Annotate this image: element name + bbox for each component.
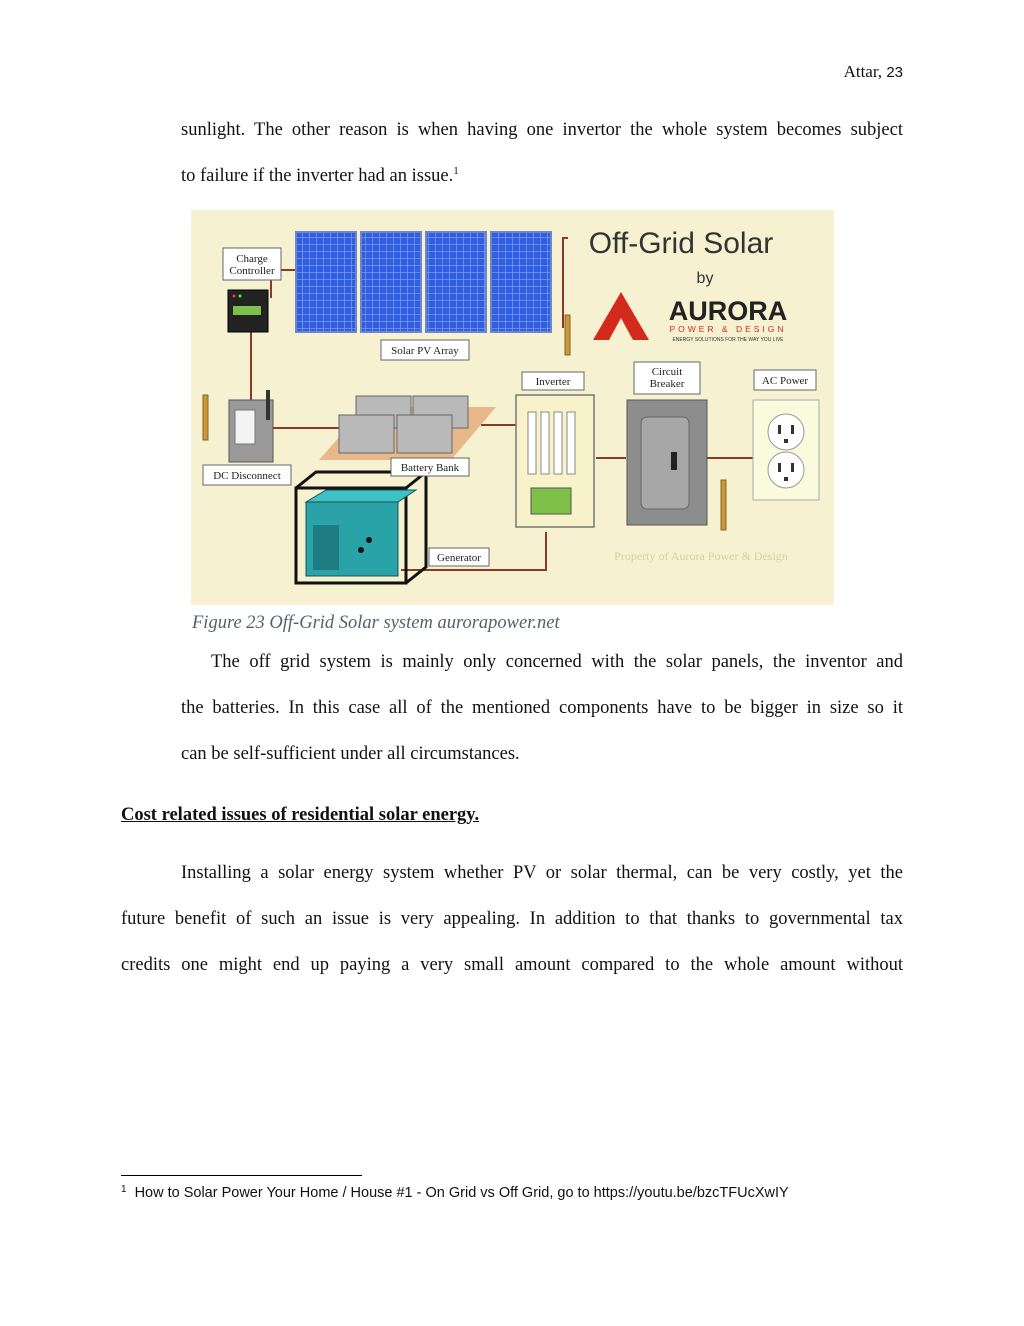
paragraph-line: credits one might end up paying a very small amount compared to the whole amount without [121, 955, 903, 975]
circuit-breaker [627, 400, 707, 525]
paragraph-line: Installing a solar energy system whether PV or solar thermal, can be very costly, yet the [181, 863, 903, 883]
footnote-text: How to Solar Power Your Home / House #1 - On Grid vs Off Grid, go to https://youtu.be/bzcTFUcXwIY [134, 1185, 789, 1201]
figure-by: by [696, 270, 714, 287]
paragraph-line: the batteries. In this case all of the mentioned components have to be bigger in size so it [181, 698, 903, 718]
paragraph-line: future benefit of such an issue is very appealing. In addition to that thanks to governmental tax [121, 909, 903, 929]
section-heading: Cost related issues of residential solar energy. [121, 805, 480, 825]
generator [296, 472, 426, 583]
logo-name: AURORA [668, 296, 788, 326]
label-circuit-breaker: Breaker [649, 378, 685, 390]
inverter [516, 395, 594, 527]
label-circuit-breaker: Circuit [651, 366, 683, 378]
figure-watermark: Property of Aurora Power & Design [614, 549, 788, 563]
paragraph-line [181, 166, 459, 187]
off-grid-solar-diagram [191, 210, 834, 605]
footnote-number: 1 [121, 1184, 127, 1195]
page-header [844, 62, 903, 82]
logo-subtitle: POWER & DESIGN [669, 324, 787, 334]
paragraph-text: to failure if the inverter had an issue. [181, 166, 454, 186]
footnote-reference: 1 [453, 165, 459, 177]
label-battery-bank: Battery Bank [400, 462, 460, 474]
off-grid-solar-figure [191, 210, 834, 605]
label-generator: Generator [437, 552, 481, 564]
footnote-divider [121, 1175, 362, 1176]
footnote [121, 1185, 789, 1201]
header-author: Attar, [843, 62, 883, 81]
label-dc-disconnect: DC Disconnect [213, 470, 281, 482]
page-number: 23 [886, 64, 903, 81]
paragraph-line: can be self-sufficient under all circumstances. [181, 744, 520, 764]
label-ac-power: AC Power [761, 375, 809, 387]
label-inverter: Inverter [535, 376, 571, 388]
dc-disconnect [229, 390, 273, 462]
charge-controller [228, 290, 268, 332]
paragraph-line: sunlight. The other reason is when having one invertor the whole system becomes subject [181, 120, 903, 140]
figure-caption: Figure 23 Off-Grid Solar system aurorapower.net [192, 613, 560, 633]
label-charge-controller: Controller [229, 265, 275, 277]
label-solar-pv-array: Solar PV Array [391, 345, 459, 357]
figure-title: Off-Grid Solar [588, 227, 774, 260]
paragraph-line: The off grid system is mainly only concerned with the solar panels, the inventor and [211, 652, 903, 672]
label-charge-controller: Charge [236, 253, 268, 265]
ac-power-outlet [753, 400, 819, 500]
logo-tagline: ENERGY SOLUTIONS FOR THE WAY YOU LIVE [672, 337, 784, 343]
